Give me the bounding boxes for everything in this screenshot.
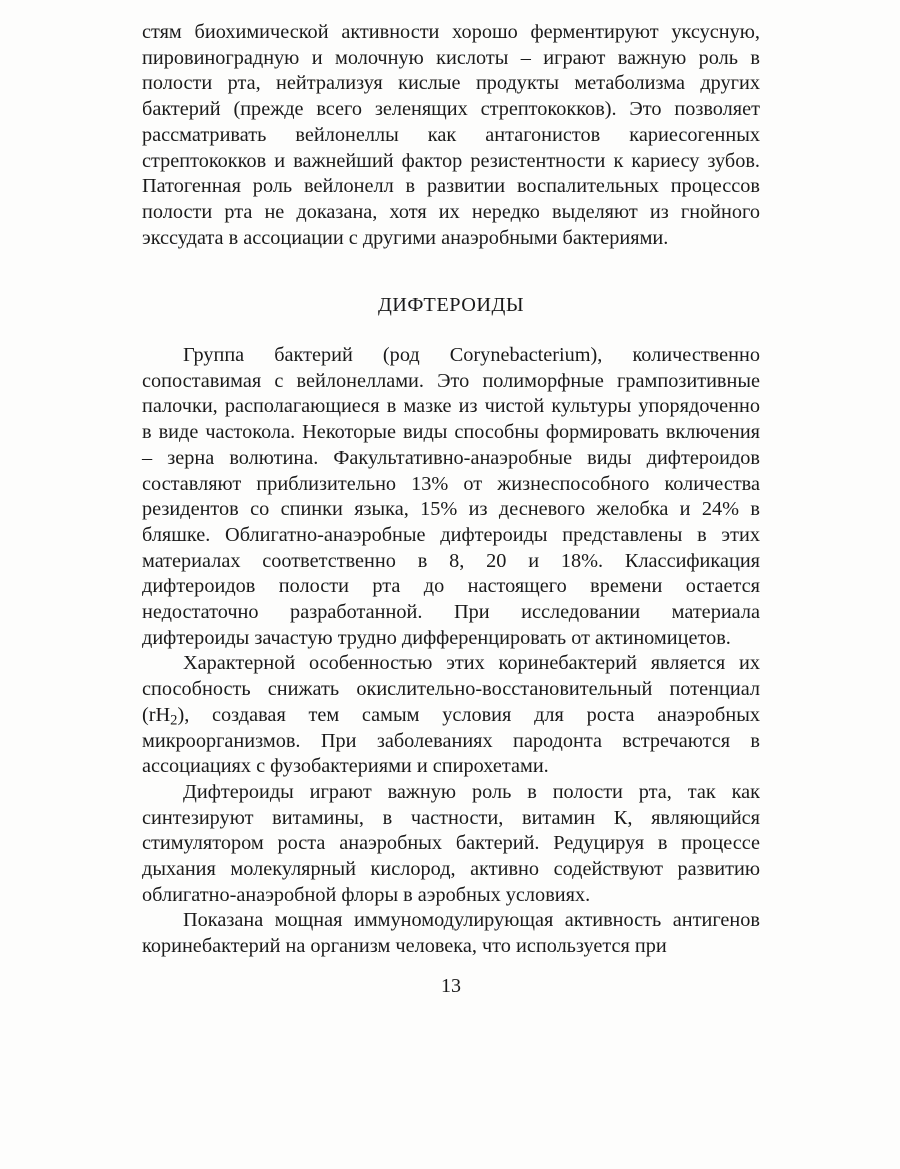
intro-paragraph: стям биохимической активности хорошо ферментируют уксусную, пировиноградную и молочную кислоты – играют важную роль в полости рта, нейтрализуя кислые продукты метаболизма других бактерий (прежде всего зеленящих стрептококков). Это позволяет рассматривать вейлонеллы как антагонистов кариесогенных стрептококков и важнейший фактор резистентности к кариесу зубов. Патогенная роль вейлонелл в развитии воспалительных процессов полости рта не доказана, хотя их нередко выделяют из гнойного экссудата в ассоциации с другими анаэробными бактериями. [142,21,760,249]
page-number: 13 [441,975,461,997]
subscript-2: 2 [170,712,178,729]
paragraph-2-text-after: ), создавая тем самым условия для роста анаэробных микроорганизмов. При заболеваниях пародонта встречаются в ассоциациях с фузобактериями и спирохетами. [142,703,760,778]
section-body [142,343,760,960]
paragraph-2-text-before: Характерной особенностью этих коринебактерий является их способность снижать окислительно-восстановительный потенциал (rH [142,652,760,726]
body-paragraph-4: Показана мощная иммуномодулирующая активность антигенов коринебактерий на организм человека, что используется при [142,909,760,958]
intro-text [142,20,760,251]
section-heading: ДИФТЕРОИДЫ [377,294,525,316]
body-paragraph-3: Дифтероиды играют важную роль в полости рта, так как синтезируют витамины, в частности, витамин К, являющийся стимулятором роста анаэробных бактерий. Редуцируя в процессе дыхания молекулярный кислород, активно содействуют развитию облигатно-анаэробной флоры в аэробных условиях. [142,780,760,906]
body-paragraph-2 [142,651,760,780]
body-paragraph-1: Группа бактерий (род Corynebacterium), количественно сопоставимая с вейлонеллами. Это полиморфные грампозитивные палочки, располагающиеся в мазке из чистой культуры упорядоченно в виде частокола. Некоторые виды способны формировать включения – зерна волютина. Факультативно-анаэробные виды дифтероидов составляют приблизительно 13% от жизнеспособного количества резидентов со спинки языка, 15% из десневого желобка и 24% в бляшке. Облигатно-анаэробные дифтероиды представлены в этих материалах соответственно в 8, 20 и 18%. Классификация дифтероидов полости рта до настоящего времени остается недостаточно разработанной. При исследовании материала дифтероиды зачастую трудно дифференцировать от актиномицетов. [142,344,760,649]
